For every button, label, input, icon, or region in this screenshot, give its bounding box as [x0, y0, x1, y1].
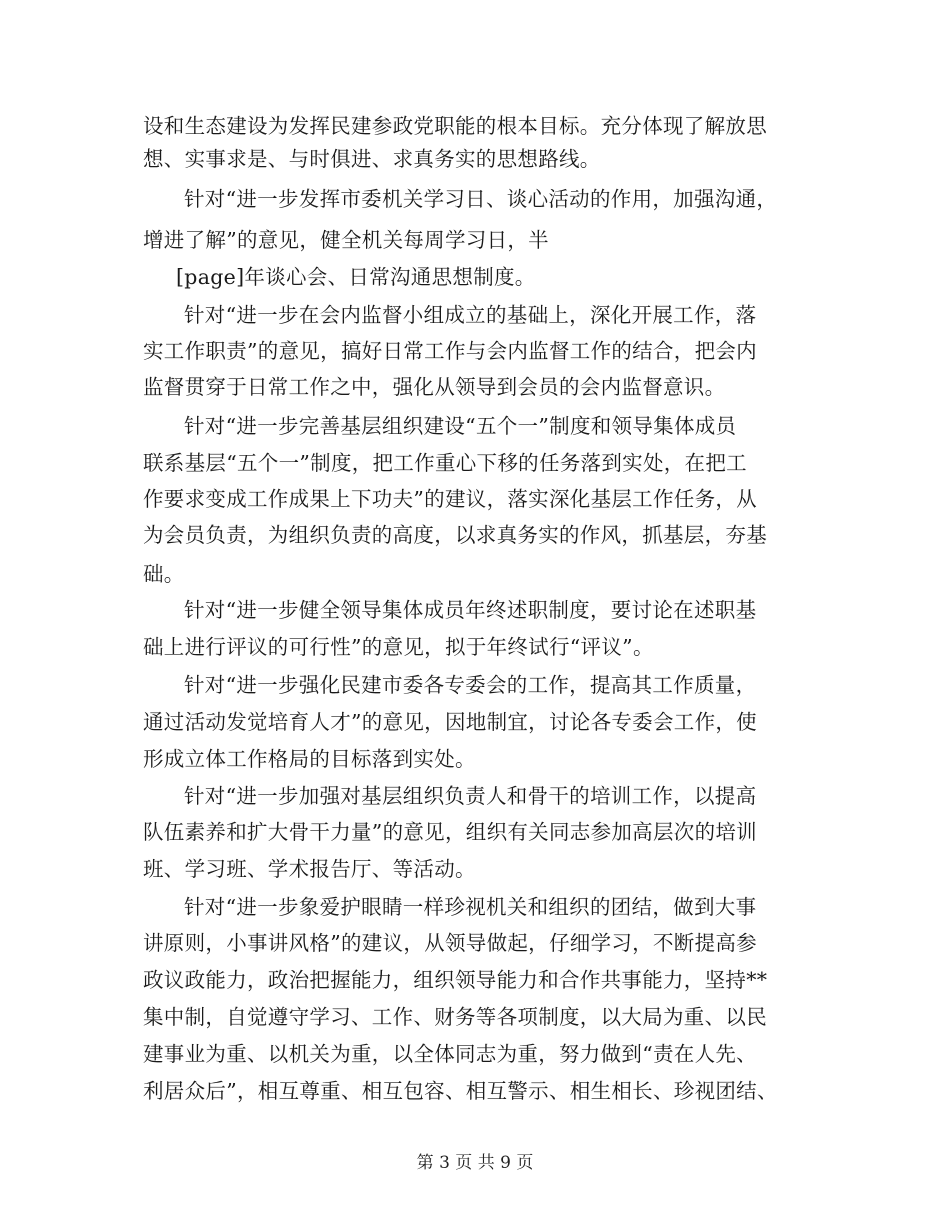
text-line-2: 想、实事求是、与时俱进、求真务实的思想路线。 — [143, 147, 601, 171]
text-line-26: 建事业为重、以机关为重，以全体同志为重，努力做到“责在人先、 — [143, 1042, 757, 1066]
text-line-8: 监督贯穿于日常工作之中，强化从领导到会员的会内监督意识。 — [143, 375, 726, 399]
text-line-21: 班、学习班、学术报告厅、等活动。 — [143, 857, 476, 881]
text-line-11: 作要求变成工作成果上下功夫”的建议，落实深化基层工作任务，从 — [143, 487, 757, 511]
text-line-10: 联系基层“五个一”制度，把工作重心下移的任务落到实处，在把工 — [143, 451, 747, 475]
text-line-23: 讲原则，小事讲风格”的建议，从领导做起，仔细学习，不断提高参 — [143, 931, 757, 955]
text-line-15: 础上进行评议的可行性”的意见，拟于年终试行“评议”。 — [143, 635, 654, 659]
text-line-18: 形成立体工作格局的目标落到实处。 — [143, 747, 476, 771]
paragraph-start-2: 针对“进一步在会内监督小组成立的基础上，深化开展工作，落 — [184, 303, 757, 327]
paragraph-start-6: 针对“进一步加强对基层组织负责人和骨干的培训工作，以提高 — [184, 784, 757, 808]
text-line-5: [page]年谈心会、日常沟通思想制度。 — [176, 265, 536, 289]
page-number-footer: 第 3 页 共 9 页 — [416, 1153, 534, 1173]
text-line-25: 集中制，自觉遵守学习、工作、财务等各项制度，以大局为重、以民 — [143, 1005, 767, 1029]
paragraph-start-4: 针对“进一步健全领导集体成员年终述职制度，要讨论在述职基 — [184, 598, 757, 622]
text-line-7: 实工作职责”的意见，搞好日常工作与会内监督工作的结合，把会内 — [143, 339, 757, 363]
text-line-4: 增进了解”的意见，健全机关每周学习日，半 — [143, 228, 549, 252]
text-line-13: 础。 — [143, 562, 185, 586]
text-line-20: 队伍素养和扩大骨干力量”的意见，组织有关同志参加高层次的培训 — [143, 820, 757, 844]
paragraph-start-1: 针对“进一步发挥市委机关学习日、谈心活动的作用，加强沟通， — [184, 187, 778, 211]
text-line-24: 政议政能力，政治把握能力，组织领导能力和合作共事能力，坚持** — [143, 968, 768, 992]
text-line-17: 通过活动发觉培育人才”的意见，因地制宜，讨论各专委会工作，使 — [143, 710, 757, 734]
paragraph-start-5: 针对“进一步强化民建市委各专委会的工作，提高其工作质量， — [184, 673, 757, 697]
paragraph-start-7: 针对“进一步象爱护眼睛一样珍视机关和组织的团结，做到大事 — [184, 895, 757, 919]
text-line-12: 为会员负责，为组织负责的高度，以求真务实的作风，抓基层，夯基 — [143, 523, 767, 547]
text-line-1: 设和生态建设为发挥民建参政党职能的根本目标。充分体现了解放思 — [143, 114, 767, 138]
paragraph-start-3: 针对“进一步完善基层组织建设“五个一”制度和领导集体成员 — [184, 414, 737, 438]
text-line-27: 利居众后”，相互尊重、相互包容、相互警示、相生相长、珍视团结、 — [143, 1079, 778, 1103]
